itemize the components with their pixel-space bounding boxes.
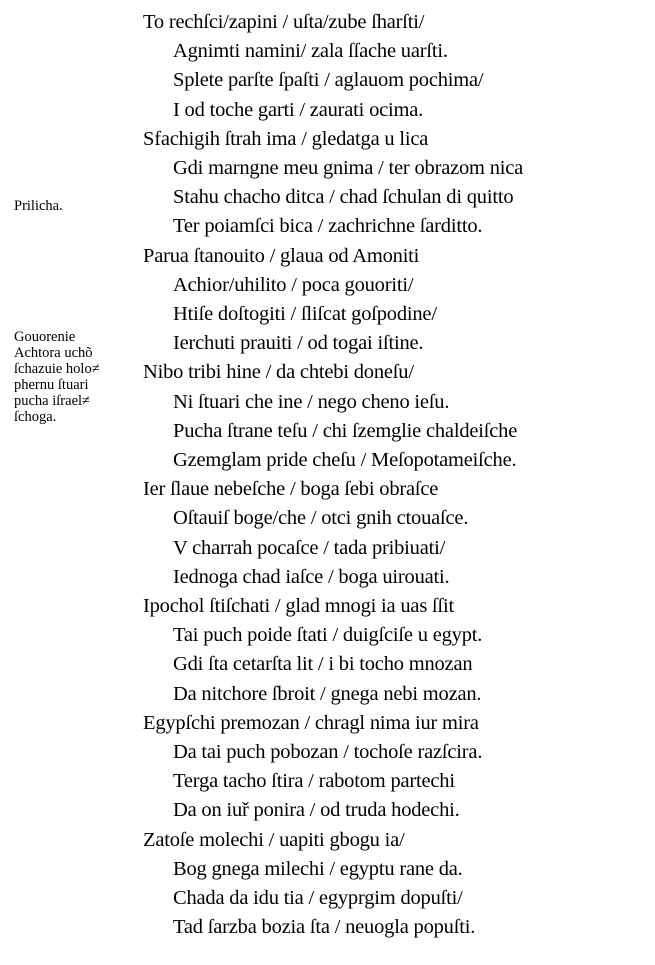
- verse-line: Tad ſarzba bozia ſta / neuogla popuſti.: [173, 916, 476, 939]
- verse-line: I od toche garti / zaurati ocima.: [173, 98, 424, 121]
- verse-line: Splete parſte ſpaſti / aglauom pochima/: [173, 69, 484, 92]
- margin-note-line: Prilicha.: [14, 198, 63, 214]
- verse-line: Da on iuř ponira / od truda hodechi.: [173, 799, 460, 822]
- verse-line: Ierchuti prauiti / od togai iſtine.: [173, 332, 424, 355]
- margin-note-line: phernu ſtuari: [14, 377, 89, 393]
- verse-line: Parua ſtanouito / glaua od Amoniti: [143, 244, 420, 267]
- verse-line: Gdi marngne meu gnima / ter obrazom nica: [173, 157, 524, 179]
- verse-line: Nibo tribi hine / da chtebi doneſu/: [143, 361, 414, 384]
- verse-line: Chada da idu tia / egyprgim dopuſti/: [173, 887, 463, 909]
- verse-line: Htiſe doſtogiti / ſliſcat goſpodine/: [173, 303, 437, 325]
- verse-line: Achior/uhilito / poca gouoriti/: [173, 273, 414, 296]
- verse-line: Ter poiamſci bica / zachrichne ſarditto.: [173, 215, 483, 238]
- verse-line: Egypſchi premozan / chragl nima iur mira: [143, 711, 479, 734]
- verse-line: Zatoſe molechi / uapiti gbogu ia/: [143, 828, 405, 851]
- margin-note-line: Gouorenie: [14, 329, 76, 345]
- verse-line: Gzemglam pride cheſu / Meſopotameiſche.: [173, 449, 517, 471]
- verse-line: To rechſci/zapini / uſta/zube ſharſti/: [143, 11, 425, 33]
- margin-note-line: Achtora uchõ: [14, 345, 93, 361]
- verse-line: Gdi ſta cetarſta lit / i bi tocho mnozan: [173, 653, 473, 676]
- verse-line: Ipochol ſtiſchati / glad mnogi ia uas ſſit: [143, 595, 455, 617]
- verse-line: Agnimti namini/ zala ſſache uarſti.: [173, 40, 448, 63]
- verse-line: Tai puch poide ſtati / duigſciſe u egypt.: [173, 624, 483, 647]
- verse-line: Stahu chacho ditca / chad ſchulan di quitto: [173, 186, 514, 209]
- verse-line: Terga tacho ſtira / rabotom partechi: [173, 770, 455, 793]
- verse-line: Oſtauiſ boge/che / otci gnih ctouaſce.: [173, 507, 469, 530]
- verse-line: Ni ſtuari che ine / nego cheno ieſu.: [173, 390, 450, 413]
- verse-line: Pucha ſtrane teſu / chi ſzemglie chaldeiſche: [173, 419, 518, 442]
- verse-line: Da nitchore ſbroit / gnega nebi mozan.: [173, 682, 482, 705]
- margin-note-line: ſchoga.: [14, 409, 57, 425]
- verse-line: Iednoga chad iaſce / boga uirouati.: [173, 565, 450, 588]
- margin-note-line: ſchazuie holo≠: [14, 361, 100, 377]
- verse-line: V charrah pocaſce / tada pribiuati/: [173, 536, 446, 559]
- verse-line: Sfachigih ſtrah ima / gledatga u lica: [143, 127, 429, 150]
- verse-line: Da tai puch pobozan / tochoſe razſcira.: [173, 741, 483, 763]
- margin-note-line: pucha iſrael≠: [14, 393, 90, 409]
- verse-line: Ier ſlaue nebeſche / boga ſebi obraſce: [143, 478, 439, 501]
- verse-line: Bog gnega milechi / egyptu rane da.: [173, 857, 463, 880]
